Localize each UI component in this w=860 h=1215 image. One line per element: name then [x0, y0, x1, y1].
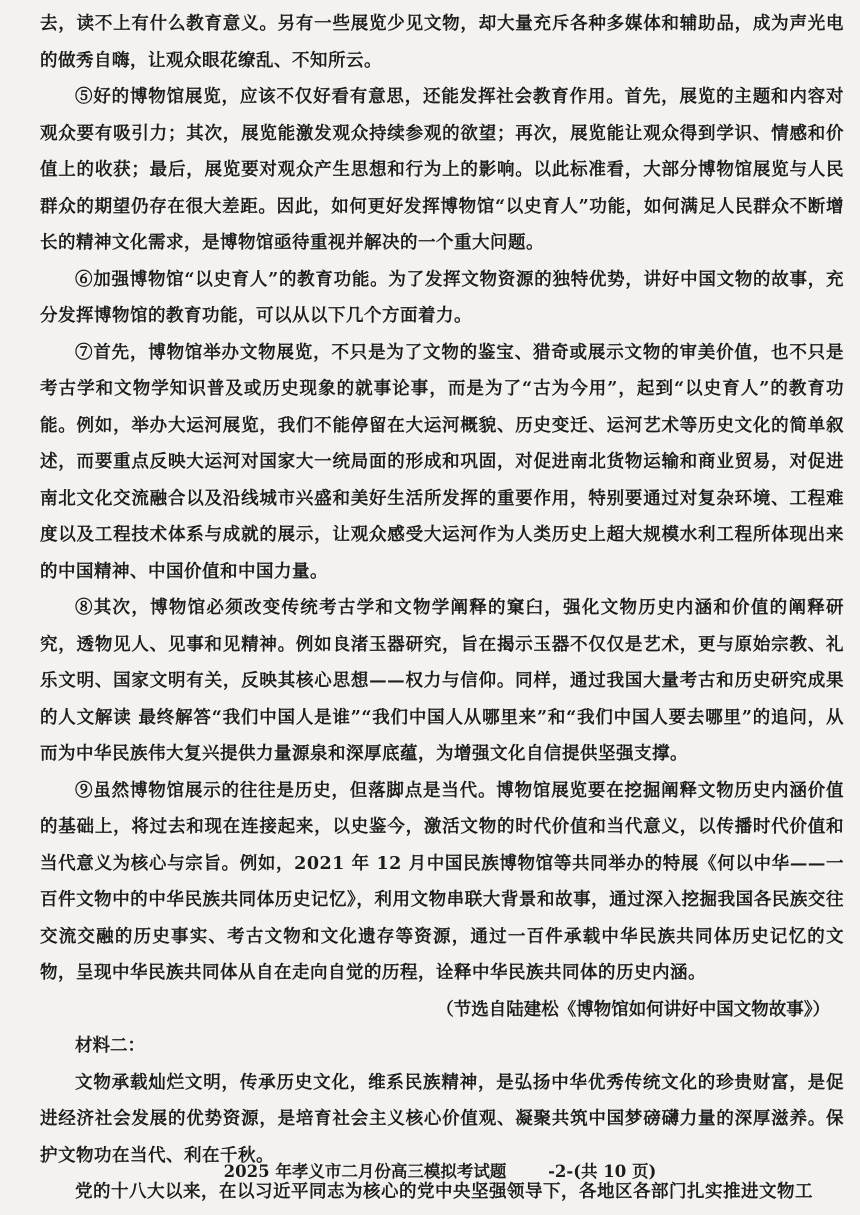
- material-two-paragraph-2: 党的十八大以来，在以习近平同志为核心的党中央坚强领导下，各地区各部门扎实推进文物工: [75, 1182, 813, 1202]
- paragraph-continued: 去，读不上有什么教育意义。另有一些展览少见文物，却大量充斥各种多媒体和辅助品，成为声光电的做秀自嗨，让观众眼花缭乱、不知所云。: [40, 14, 844, 71]
- paragraph-7: ⑦首先，博物馆举办文物展览，不只是为了文物的鉴宝、猎奇或展示文物的审美价值，也不只是考古学和文物学知识普及或历史现象的就事论事，而是为了“古为今用”，起到“以史育人”的教育功能。例如，举办大运河展览，我们不能停留在大运河概貌、历史变迁、运河艺术等历史文化的简单叙述，而要重点反映大运河对国家大一统局面的形成和巩固，对促进南北货物运输和商业贸易，对促进南北文化交流融合以及沿线城市兴盛和美好生活所发挥的重要作用，特别要通过对复杂环境、工程难度以及工程技术体系与成就的展示，让观众感受大运河作为人类历史上超大规模水利工程所体现出来的中国精神、中国价值和中国力量。: [40, 342, 844, 582]
- page-number: -2-(共 10 页): [548, 1162, 657, 1181]
- paragraph-8: ⑧其次，博物馆必须改变传统考古学和文物学阐释的窠臼，强化文物历史内涵和价值的阐释研究，透物见人、见事和见精神。例如良渚玉器研究，旨在揭示玉器不仅仅是艺术，更与原始宗教、礼乐文明、国家文明有关，反映其核心思想——权力与信仰。同样，通过我国大量考古和历史研究成果的人文解读 最终解答“我们中国人是谁”“我们中国人从哪里来”和“我们中国人要去哪里”的追问，从而为中华民族伟大复兴提供力量源泉和深厚底蕴，为增强文化自信提供坚强支撑。: [40, 598, 844, 764]
- exam-title: 2025 年孝义市二月份高三模拟考试题: [223, 1162, 507, 1181]
- paragraph-9: ⑨虽然博物馆展示的往往是历史，但落脚点是当代。博物馆展览要在挖掘阐释文物历史内涵价值的基础上，将过去和现在连接起来，以史鉴今，激活文物的时代价值和当代意义，以传播时代价值和当代意义为核心与宗旨。例如，2021 年 12 月中国民族博物馆等共同举办的特展《何以中华——一百件文物中的中华民族共同体历史记忆》，利用文物串联大背景和故事，通过深入挖掘我国各民族交往交流交融的历史事实、考古文物和文化遗存等资源，通过一百件承载中华民族共同体历史记忆的文物，呈现中华民族共同体从自在走向自觉的历程，诠释中华民族共同体的历史内涵。: [40, 780, 844, 983]
- page-footer: [0, 1160, 860, 1184]
- paragraph-5: ⑤好的博物馆展览，应该不仅好看有意思，还能发挥社会教育作用。首先，展览的主题和内容对观众要有吸引力；其次，展览能激发观众持续参观的欲望；再次，展览能让观众得到学识、情感和价值上的收获；最后，展览要对观众产生思想和行为上的影响。以此标准看，大部分博物馆展览与人民群众的期望仍存在很大差距。因此，如何更好发挥博物馆“以史育人”功能，如何满足人民群众不断增长的精神文化需求，是博物馆亟待重视并解决的一个重大问题。: [40, 87, 844, 253]
- paragraph-6: ⑥加强博物馆“以史育人”的教育功能。为了发挥文物资源的独特优势，讲好中国文物的故事，充分发挥博物馆的教育功能，可以从以下几个方面着力。: [40, 269, 844, 326]
- source-citation: （节选自陆建松《博物馆如何讲好中国文物故事》）: [436, 999, 830, 1020]
- material-two-paragraph-1: 文物承载灿烂文明，传承历史文化，维系民族精神，是弘扬中华优秀传统文化的珍贵财富，是促进经济社会发展的优势资源，是培育社会主义核心价值观、凝聚共筑中国梦磅礴力量的深厚滋养。保护文物功在当代、利在千秋。: [40, 1072, 844, 1166]
- material-two-heading: 材料二：: [75, 1036, 145, 1056]
